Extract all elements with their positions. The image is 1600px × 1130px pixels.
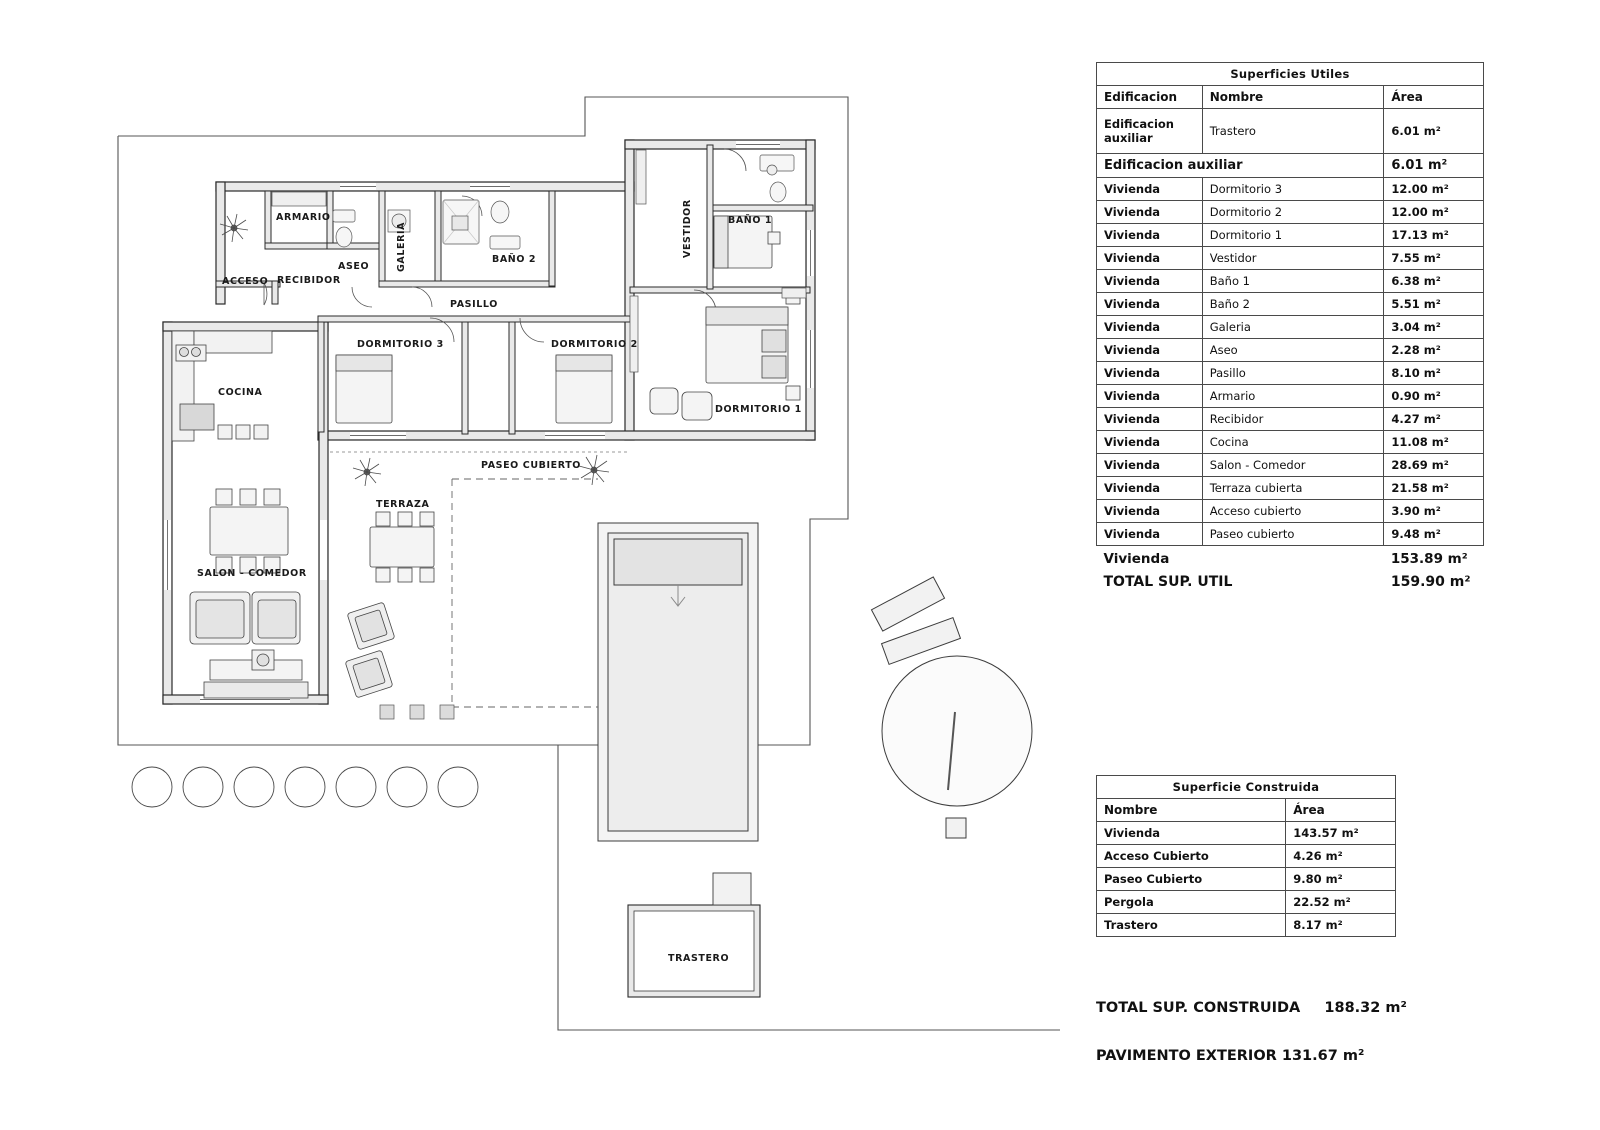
table-row [1097, 454, 1484, 477]
total-construida-value: 188.32 m² [1324, 1000, 1407, 1016]
table-row [1097, 500, 1484, 523]
table-row [1097, 339, 1484, 362]
table-row [1097, 316, 1484, 339]
cell-edificacion: Vivienda [1097, 178, 1203, 201]
room-label-armario: ARMARIO [276, 212, 331, 223]
cell-nombre: Salon - Comedor [1202, 454, 1384, 477]
room-label-recibidor: RECIBIDOR [277, 275, 341, 286]
table-row [1097, 270, 1484, 293]
cell-edificacion: Vivienda [1097, 431, 1203, 454]
room-label-galeria: GALERIA [396, 221, 407, 272]
cell-nombre: Recibidor [1202, 408, 1384, 431]
table-header-row [1097, 86, 1484, 109]
table-title-row [1097, 63, 1484, 86]
cell-nombre: Dormitorio 2 [1202, 201, 1384, 224]
table-row [1097, 385, 1484, 408]
table-row [1097, 224, 1484, 247]
cell-edificacion: Vivienda [1097, 362, 1203, 385]
cell-nombre: Paseo cubierto [1202, 523, 1384, 546]
cell-area: 0.90 m² [1384, 385, 1484, 408]
cell-area: 11.08 m² [1384, 431, 1484, 454]
cell-area: 12.00 m² [1384, 201, 1484, 224]
cell-area: 21.58 m² [1384, 477, 1484, 500]
room-label-dormitorio-2: DORMITORIO 2 [551, 339, 638, 350]
cell-area: 28.69 m² [1384, 454, 1484, 477]
cell-edificacion: Vivienda [1097, 500, 1203, 523]
cell-area: 8.17 m² [1286, 914, 1396, 937]
room-label-acceso: ACCESO [222, 276, 269, 287]
table-row [1097, 477, 1484, 500]
cell-nombre: Baño 2 [1202, 293, 1384, 316]
table-row [1097, 822, 1396, 845]
room-label-pasillo: PASILLO [450, 299, 498, 310]
cell-nombre: Aseo [1202, 339, 1384, 362]
table-row [1097, 109, 1484, 154]
cell-nombre: Trastero [1202, 109, 1384, 154]
cell-area: 9.80 m² [1286, 868, 1396, 891]
cell-subtotal-value: 6.01 m² [1384, 154, 1484, 178]
cell-edificacion: Vivienda [1097, 454, 1203, 477]
cell-area: 9.48 m² [1384, 523, 1484, 546]
cell-nombre: Baño 1 [1202, 270, 1384, 293]
table-row [1097, 408, 1484, 431]
cell-nombre: Dormitorio 1 [1202, 224, 1384, 247]
room-label-dormitorio-1: DORMITORIO 1 [715, 404, 802, 415]
cell-nombre: Terraza cubierta [1202, 477, 1384, 500]
table-superficies-utiles [1096, 62, 1484, 594]
table-header-row [1097, 799, 1396, 822]
cell-area: 4.27 m² [1384, 408, 1484, 431]
cell-nombre: Galeria [1202, 316, 1384, 339]
room-label-salon-comedor: SALON - COMEDOR [197, 568, 307, 579]
cell-edificacion: Vivienda [1097, 339, 1203, 362]
cell-nombre: Vivienda [1097, 822, 1286, 845]
cell-edificacion: Vivienda [1097, 224, 1203, 247]
cell-nombre: Acceso cubierto [1202, 500, 1384, 523]
room-label-paseo-cubierto: PASEO CUBIERTO [481, 460, 581, 471]
room-label-bano-2: BAÑO 2 [492, 254, 537, 265]
cell-area: 7.55 m² [1384, 247, 1484, 270]
room-label-aseo: ASEO [338, 261, 370, 272]
cell-area: 3.04 m² [1384, 316, 1484, 339]
col-header-nombre: Nombre [1202, 86, 1384, 109]
cell-nombre: Dormitorio 3 [1202, 178, 1384, 201]
cell-area: 143.57 m² [1286, 822, 1396, 845]
cell-area: 17.13 m² [1384, 224, 1484, 247]
cell-area: 2.28 m² [1384, 339, 1484, 362]
cell-subtotal-vivienda-label: Vivienda [1097, 546, 1384, 572]
pavimento-exterior: PAVIMENTO EXTERIOR 131.67 m² [1096, 1048, 1365, 1064]
table-row [1097, 845, 1396, 868]
cell-edificacion: Vivienda [1097, 293, 1203, 316]
table-row [1097, 293, 1484, 316]
col-header-area: Área [1286, 799, 1396, 822]
table-superficie-construida-body [1097, 776, 1396, 937]
table-superficies-utiles-body [1097, 63, 1484, 595]
cell-nombre: Paseo Cubierto [1097, 868, 1286, 891]
room-label-cocina: COCINA [218, 387, 263, 398]
cell-nombre: Pergola [1097, 891, 1286, 914]
cell-area: 6.38 m² [1384, 270, 1484, 293]
total-construida [1096, 1000, 1407, 1016]
col-header-area: Área [1384, 86, 1484, 109]
cell-nombre: Vestidor [1202, 247, 1384, 270]
cell-nombre: Trastero [1097, 914, 1286, 937]
table-row [1097, 891, 1396, 914]
table-superficie-construida [1096, 775, 1396, 937]
table-row [1097, 431, 1484, 454]
table-row [1097, 523, 1484, 546]
table-title-row [1097, 776, 1396, 799]
total-construida-label: TOTAL SUP. CONSTRUIDA [1096, 1000, 1301, 1016]
cell-nombre: Acceso Cubierto [1097, 845, 1286, 868]
col-header-edificacion: Edificacion [1097, 86, 1203, 109]
cell-nombre: Pasillo [1202, 362, 1384, 385]
cell-area: 5.51 m² [1384, 293, 1484, 316]
room-label-terraza: TERRAZA [376, 499, 430, 510]
table-row [1097, 362, 1484, 385]
cell-total-value: 159.90 m² [1390, 574, 1471, 590]
table-row [1097, 914, 1396, 937]
cell-nombre: Armario [1202, 385, 1384, 408]
col-header-nombre: Nombre [1097, 799, 1286, 822]
cell-nombre: Cocina [1202, 431, 1384, 454]
cell-total-label: TOTAL SUP. UTIL [1103, 574, 1233, 590]
cell-edificacion: Vivienda [1097, 385, 1203, 408]
cell-area: 12.00 m² [1384, 178, 1484, 201]
cell-subtotal-vivienda-value: 153.89 m² [1384, 546, 1484, 572]
cell-edificacion: Vivienda [1097, 201, 1203, 224]
room-label-bano-1: BAÑO 1 [728, 215, 773, 226]
room-label-trastero: TRASTERO [668, 953, 730, 964]
cell-edificacion: Vivienda [1097, 523, 1203, 546]
table-row [1097, 247, 1484, 270]
cell-area: 4.26 m² [1286, 845, 1396, 868]
table-row [1097, 868, 1396, 891]
table-title: Superficies Utiles [1097, 63, 1484, 86]
cell-edificacion: Vivienda [1097, 270, 1203, 293]
table-total-row [1097, 571, 1484, 594]
cell-edificacion: Vivienda [1097, 477, 1203, 500]
cell-edificacion: Edificacion auxiliar [1097, 109, 1203, 154]
room-label-vestidor: VESTIDOR [682, 199, 693, 258]
cell-area: 22.52 m² [1286, 891, 1396, 914]
cell-subtotal-label: Edificacion auxiliar [1097, 154, 1384, 178]
room-label-dormitorio-3: DORMITORIO 3 [357, 339, 444, 350]
cell-edificacion: Vivienda [1097, 408, 1203, 431]
cell-area: 3.90 m² [1384, 500, 1484, 523]
cell-area: 8.10 m² [1384, 362, 1484, 385]
cell-edificacion: Vivienda [1097, 316, 1203, 339]
table-row [1097, 178, 1484, 201]
table-subtotal-vivienda-row [1097, 546, 1484, 572]
table-row [1097, 201, 1484, 224]
cell-edificacion: Vivienda [1097, 247, 1203, 270]
cell-area: 6.01 m² [1384, 109, 1484, 154]
table-title: Superficie Construida [1097, 776, 1396, 799]
table-subtotal-row [1097, 154, 1484, 178]
